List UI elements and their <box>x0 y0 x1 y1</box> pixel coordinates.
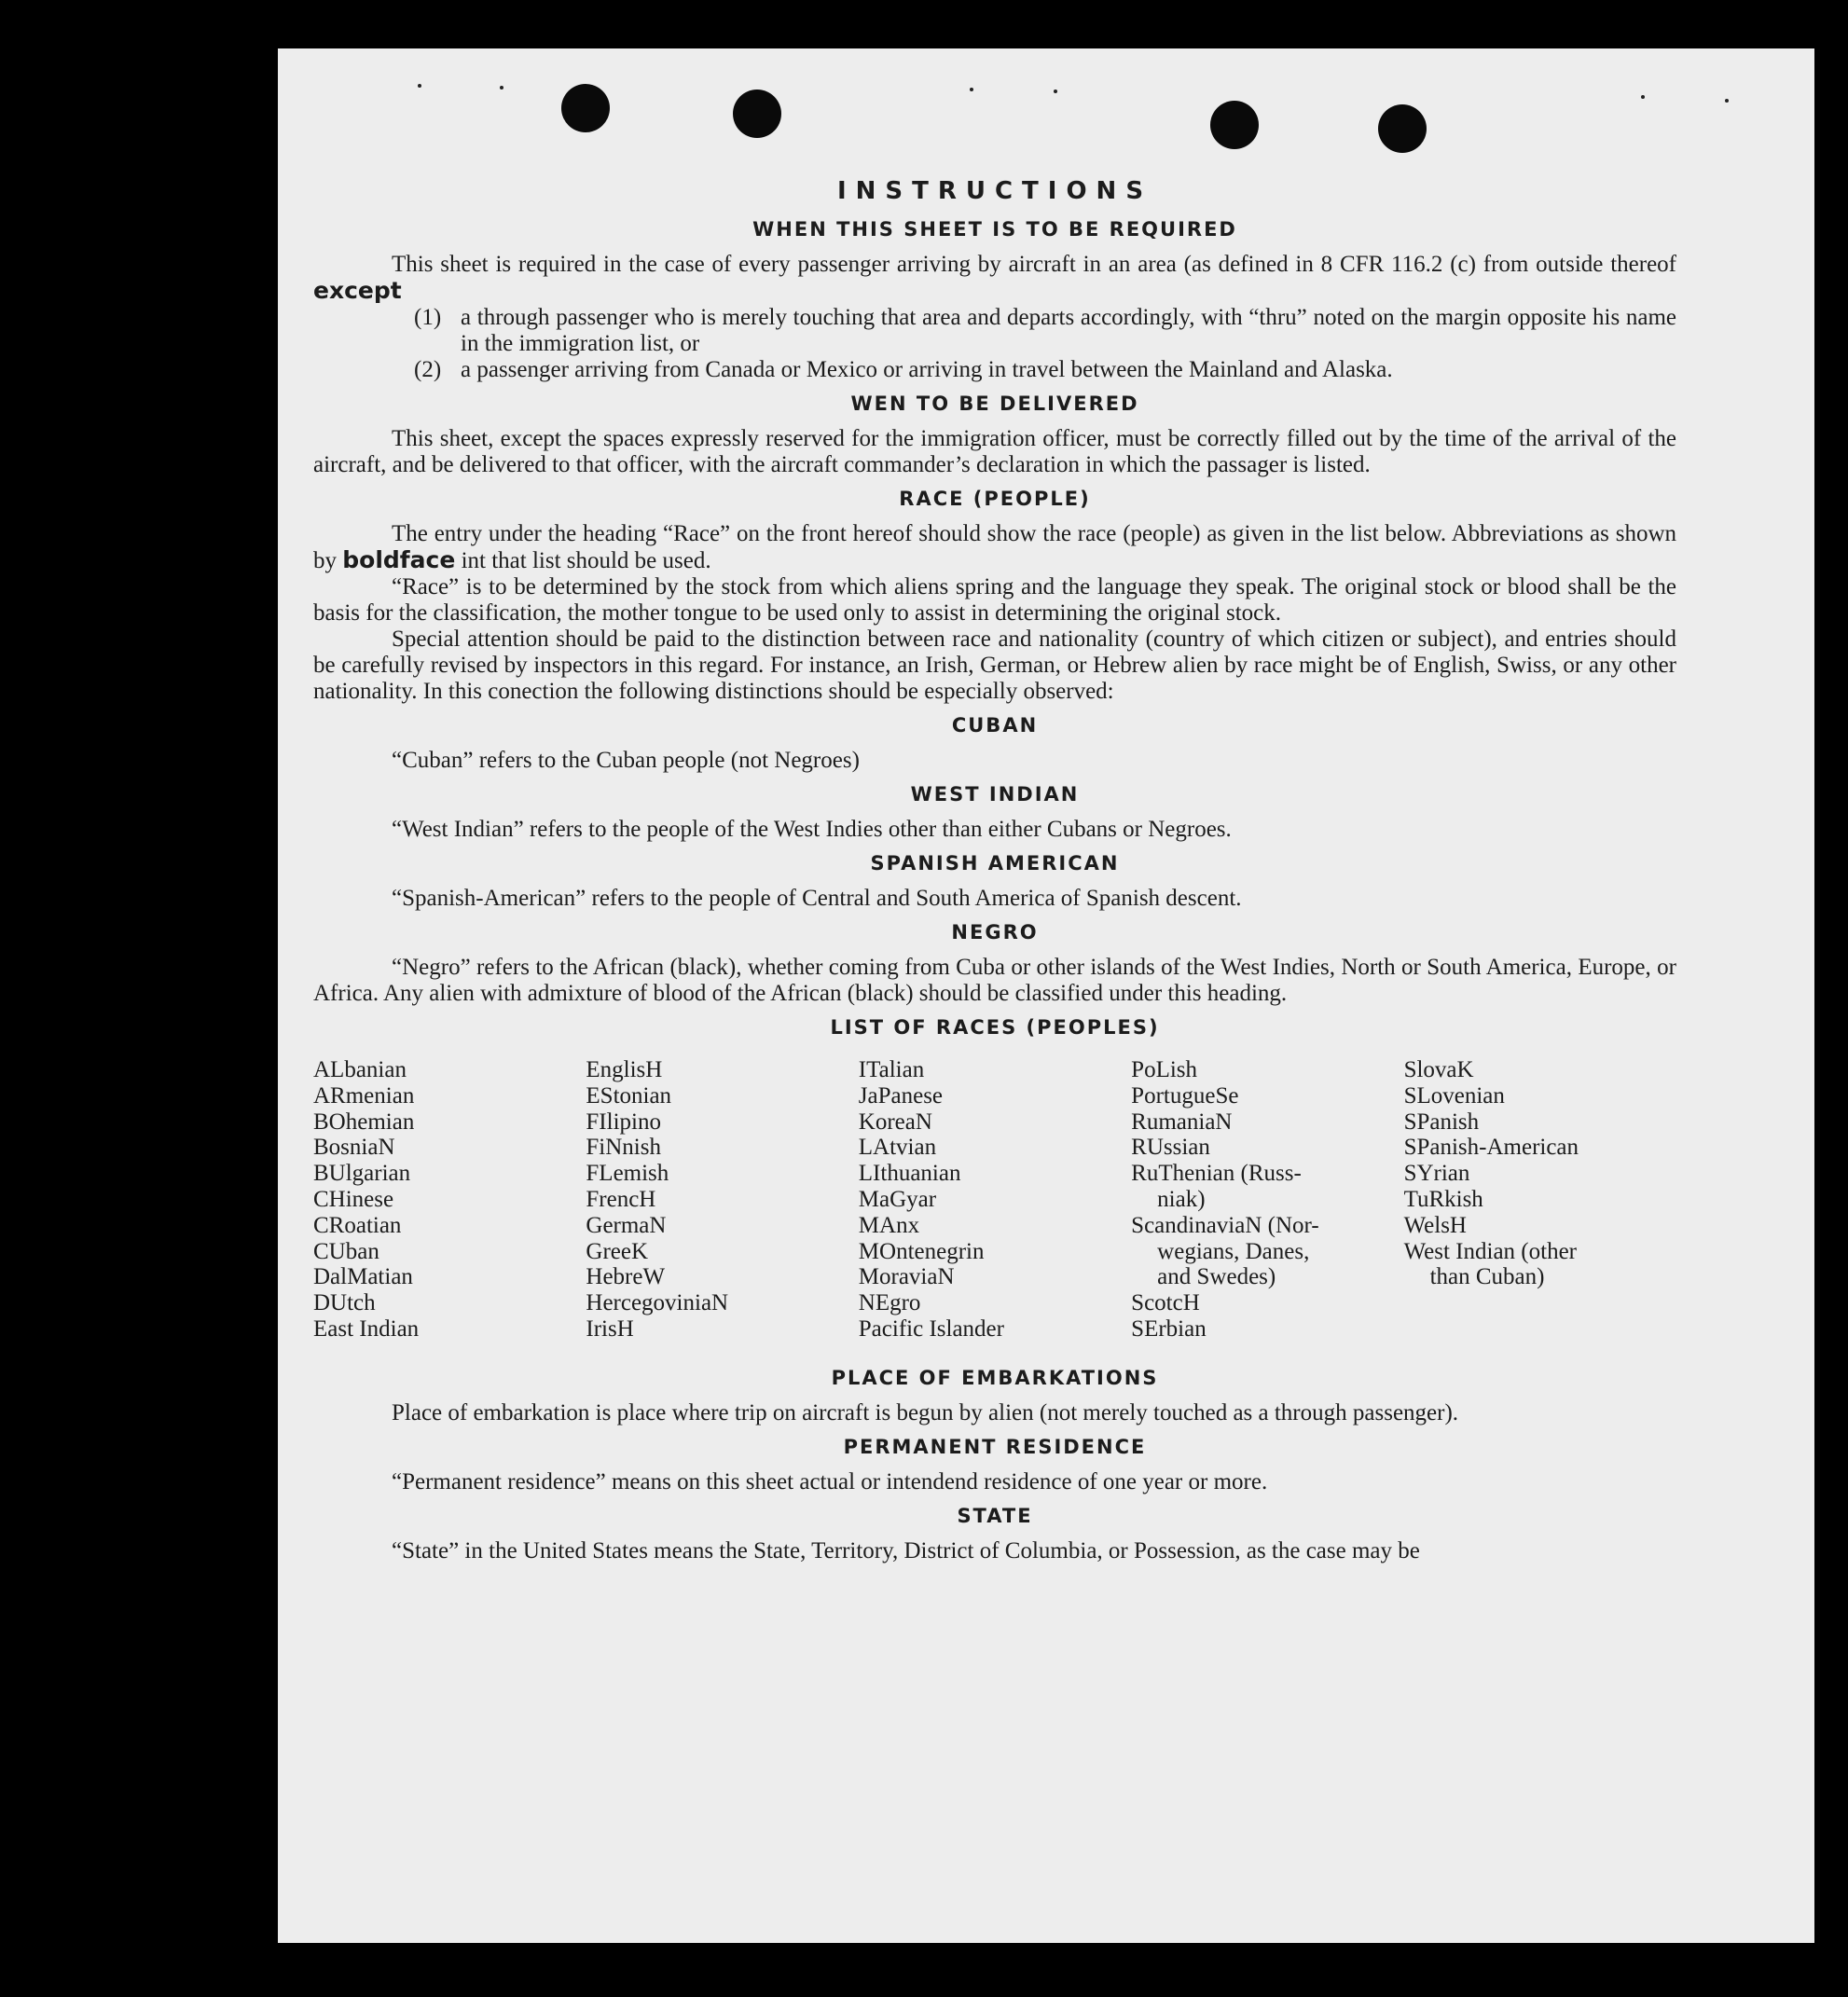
race-entry: MaGyar <box>858 1186 937 1212</box>
race-entry: MOntenegrin <box>858 1238 985 1264</box>
section-heading-delivered: WEN TO BE DELIVERED <box>850 393 1139 415</box>
punch-hole <box>733 90 781 138</box>
races-column <box>1131 1057 1403 1343</box>
instructions-content <box>313 177 1676 1564</box>
speck <box>1641 95 1645 99</box>
race-entry: BUlgarian <box>313 1161 411 1187</box>
race-entry: EStonian <box>586 1082 672 1109</box>
race-entry: FiNnish <box>586 1135 661 1161</box>
race-entry: SlovaK <box>1403 1057 1474 1082</box>
race-entry: GermaN <box>586 1212 667 1238</box>
list-item: (2) a passenger arriving from Canada or Mexico or arriving in travel between the Mainland and Alaska. <box>414 357 1393 382</box>
race-entry: Pacific Islander <box>858 1315 1004 1342</box>
race-entry: CHinese <box>313 1186 394 1212</box>
section-heading-residence: PERMANENT RESIDENCE <box>843 1435 1147 1458</box>
race-entry: IrisH <box>586 1315 634 1342</box>
race-entry: SPanish <box>1403 1109 1480 1135</box>
section-heading-embarkation: PLACE OF EMBARKATIONS <box>831 1366 1159 1389</box>
race-entry: ARmenian <box>313 1082 415 1109</box>
paragraph-residence: “Permanent residence” means on this sheet actual or intendend residence of one year or more. <box>392 1468 1268 1494</box>
speck <box>1054 90 1057 93</box>
paragraph-race-3: Special attention should be paid to the distinction between race and nationality (country of which citizen or subject), and entries should be carefully revised by inspectors in this regard. For instance, an Irish, German, or Hebrew alien by race might be of English, Swiss, or any other nationality. In this conection the following distinctions should be especially observed: <box>313 627 1676 704</box>
races-column <box>1404 1057 1676 1343</box>
race-entry: SLovenian <box>1403 1082 1505 1109</box>
section-heading-required: WHEN THIS SHEET IS TO BE REQUIRED <box>752 218 1237 241</box>
paragraph-spanish-american: “Spanish-American” refers to the people of Central and South America of Spanish descent. <box>392 886 1242 911</box>
paragraph-required: This sheet is required in the case of every passenger arriving by aircraft in an area (as defined in 8 CFR 116.2 (c) from outside thereof except <box>313 252 1676 304</box>
race-entry: LIthuanian <box>858 1161 961 1187</box>
races-list <box>313 1057 1676 1343</box>
punch-hole <box>1378 104 1427 153</box>
punch-hole <box>1210 101 1259 149</box>
race-entry: GreeK <box>586 1238 649 1264</box>
race-entry: EnglisH <box>586 1057 663 1082</box>
section-heading-race: RACE (PEOPLE) <box>899 488 1091 510</box>
speck <box>1725 99 1729 103</box>
race-entry: DUtch <box>313 1290 376 1316</box>
race-entry: TuRkish <box>1403 1186 1483 1212</box>
race-entry: KoreaN <box>858 1109 932 1135</box>
race-entry: MoraviaN <box>858 1264 955 1290</box>
document-page <box>278 48 1814 1943</box>
race-entry: DalMatian <box>313 1264 413 1290</box>
paragraph-embarkation: Place of embarkation is place where trip on aircraft is begun by alien (not merely touched as a through passenger). <box>392 1399 1459 1425</box>
section-heading-negro: NEGRO <box>951 921 1039 943</box>
race-entry: BOhemian <box>313 1109 415 1135</box>
list-item: (1) a through passenger who is merely touching that area and departs accordingly, with “thru” noted on the margin opposite his name in the immigration list, or <box>414 305 1676 356</box>
section-heading-west-indian: WEST INDIAN <box>910 783 1080 806</box>
race-entry: RUssian <box>1131 1135 1210 1161</box>
race-entry: niak) <box>1157 1186 1206 1212</box>
race-entry: than Cuban) <box>1429 1264 1545 1290</box>
paragraph-west-indian: “West Indian” refers to the people of the West Indies other than either Cubans or Negroes. <box>392 817 1232 842</box>
section-heading-list-of-races: LIST OF RACES (PEOPLES) <box>830 1016 1160 1039</box>
race-entry: CUban <box>313 1238 379 1264</box>
race-entry: FLemish <box>586 1161 669 1187</box>
race-entry: MAnx <box>858 1212 920 1238</box>
race-entry: ITalian <box>858 1057 925 1082</box>
paragraph-cuban: “Cuban” refers to the Cuban people (not Negroes) <box>392 748 860 773</box>
race-entry: FIlipino <box>586 1109 661 1135</box>
race-entry: CRoatian <box>313 1212 402 1238</box>
races-column <box>313 1057 586 1343</box>
section-heading-state: STATE <box>957 1504 1033 1527</box>
race-entry: ScandinaviaN (Nor- <box>1131 1212 1319 1238</box>
race-entry: HercegoviniaN <box>586 1290 729 1316</box>
paragraph-state: “State” in the United States means the State, Territory, District of Columbia, or Possession, as the case may be <box>392 1537 1420 1563</box>
race-entry: West Indian (other <box>1403 1238 1577 1264</box>
race-entry: ScotcH <box>1131 1290 1200 1316</box>
race-entry: SYrian <box>1403 1161 1470 1187</box>
punch-hole <box>561 84 610 132</box>
race-entry: RumaniaN <box>1131 1109 1233 1135</box>
speck <box>418 84 421 88</box>
race-entry: ALbanian <box>313 1057 407 1082</box>
race-entry: SPanish-American <box>1403 1135 1579 1161</box>
section-heading-spanish-american: SPANISH AMERICAN <box>870 852 1120 875</box>
paragraph-delivered: This sheet, except the spaces expressly reserved for the immigration officer, must be correctly filled out by the time of the arrival of the aircraft, and be delivered to that officer, with the aircraft commander’s declaration in which the passager is listed. <box>313 426 1676 477</box>
races-column <box>859 1057 1131 1343</box>
race-entry: NEgro <box>858 1290 921 1316</box>
paragraph-race-2: “Race” is to be determined by the stock from which aliens spring and the language they speak. The original stock or blood shall be the basis for the classification, the mother tongue to be used only to assist in determining the original stock. <box>313 574 1676 626</box>
page-title: INSTRUCTIONS <box>836 177 1153 205</box>
race-entry: RuThenian (Russ- <box>1131 1161 1302 1187</box>
race-entry: BosniaN <box>313 1135 395 1161</box>
race-entry: FrencH <box>586 1186 656 1212</box>
race-entry: PortugueSe <box>1131 1082 1239 1109</box>
race-entry: LAtvian <box>858 1135 937 1161</box>
races-column <box>586 1057 858 1343</box>
speck <box>970 88 973 91</box>
race-entry: and Swedes) <box>1157 1264 1276 1290</box>
race-entry: HebreW <box>586 1264 666 1290</box>
race-entry: East Indian <box>313 1315 420 1342</box>
section-heading-cuban: CUBAN <box>951 714 1039 737</box>
race-entry: WelsH <box>1403 1212 1467 1238</box>
race-entry: wegians, Danes, <box>1157 1238 1310 1264</box>
race-entry: SErbian <box>1131 1315 1207 1342</box>
race-entry: PoLish <box>1131 1057 1198 1082</box>
paragraph-race-1: The entry under the heading “Race” on the front hereof should show the race (people) as given in the list below. Abbreviations as shown by boldface int that list should be used. <box>313 521 1676 573</box>
race-entry: JaPanese <box>858 1082 944 1109</box>
speck <box>500 86 503 90</box>
paragraph-negro: “Negro” refers to the African (black), whether coming from Cuba or other islands of the West Indies, North or South America, Europe, or Africa. Any alien with admixture of blood of the African (black) should be classified under this heading. <box>313 955 1676 1006</box>
